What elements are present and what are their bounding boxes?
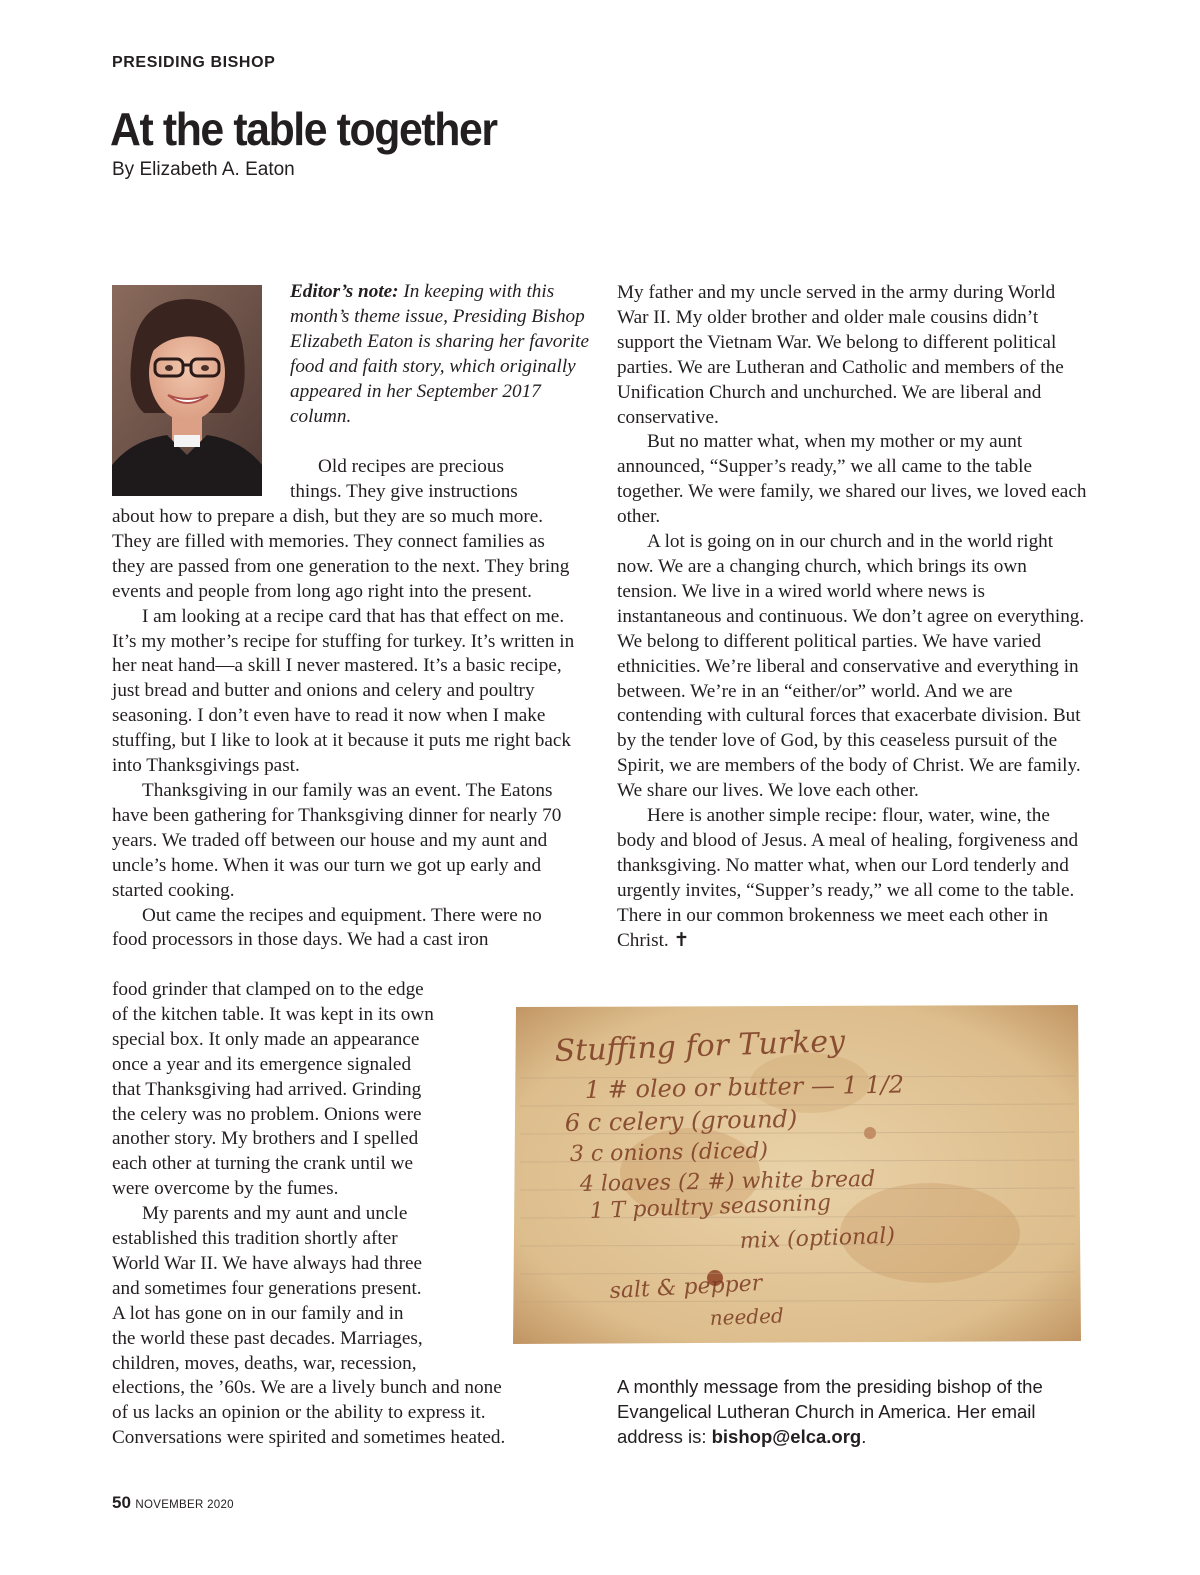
body-line: My parents and my aunt and uncle xyxy=(142,1203,408,1225)
body-paragraph: Thanksgiving in our family was an event. The Eatons have been gathering for Thanksgiving dinner for nearly 70 years. We traded off between our house and my aunt and uncle’s home. When it was our turn we got up early and started cooking. xyxy=(112,779,562,901)
recipe-handwritten-line: 1 T poultry seasoning xyxy=(589,1190,832,1224)
recipe-handwritten-line: salt & pepper xyxy=(609,1271,763,1304)
body-line: things. They give instructions xyxy=(290,480,518,502)
body-line: elections, the ’60s. We are a lively bunch and none xyxy=(112,1377,502,1398)
body-line: the celery was no problem. Onions were xyxy=(112,1103,422,1125)
body-paragraph: Out came the recipes and equipment. There were no food processors in those days. We had a cast iron xyxy=(112,904,542,951)
body-line: established this tradition shortly after xyxy=(112,1228,398,1250)
recipe-handwritten-line: needed xyxy=(709,1303,785,1330)
body-paragraph: My father and my uncle served in the army during World War II. My older brother and older male cousins didn’t support the Vietnam War. We belong to different political parties. We are Lutheran and Catholic and members of the Unification Church and unchurched. We are liberal and conservative. xyxy=(617,282,1064,428)
editor-note xyxy=(290,280,590,429)
body-line: that Thanksgiving had arrived. Grinding xyxy=(112,1078,422,1100)
body-paragraph: about how to prepare a dish, but they are so much more. They are filled with memories. They connect families as they are passed from one generation to the next. They bring events and people from long ago right into the present. xyxy=(112,506,570,602)
body-line: the world these past decades. Marriages, xyxy=(112,1327,423,1349)
body-paragraph: But no matter what, when my mother or my aunt announced, “Supper’s ready,” we all came to the table together. We were family, we shared our lives, we loved each other. xyxy=(617,431,1087,528)
body-line: of us lacks an opinion or the ability to express it. xyxy=(112,1401,486,1423)
body-paragraph: Here is another simple recipe: flour, water, wine, the body and blood of Jesus. A meal of healing, forgiveness and thanksgiving. No matter what, when our Lord tenderly and urgently invites, “Supper’s ready,” we all come to the table. There in our common brokenness we meet each other in Christ. ✝ xyxy=(617,805,1079,951)
bishop-caption xyxy=(617,1374,1097,1449)
editor-note-text: In keeping with this month’s theme issue, Presiding Bishop Elizabeth Eaton is sharing her favorite food and faith story, which originally appeared in her September 2017 column. xyxy=(290,281,589,427)
body-paragraph: I am looking at a recipe card that has that effect on me. It’s my mother’s recipe for stuffing for turkey. It’s written in her neat hand—a skill I never mastered. It’s a basic recipe, just bread and butter and onions and celery and poultry seasoning. I don’t even have to read it now when I make stuffing, but I like to look at it because it puts me right back into Thanksgivings past. xyxy=(112,605,575,777)
caption-end: . xyxy=(861,1426,867,1447)
body-line: Old recipes are precious xyxy=(318,456,504,477)
issue-date: NOVEMBER 2020 xyxy=(135,1499,234,1511)
caption-text: A monthly message from the presiding bishop of the Evangelical Lutheran Church in America. Her email address is: xyxy=(617,1376,1043,1447)
body-line: another story. My brothers and I spelled xyxy=(112,1128,419,1150)
recipe-handwritten-line: mix (optional) xyxy=(739,1223,896,1254)
recipe-handwritten-line: 4 loaves (2 #) white bread xyxy=(579,1166,876,1197)
left-column-body xyxy=(112,505,580,953)
body-line: each other at turning the crank until we xyxy=(112,1153,414,1175)
section-label: PRESIDING BISHOP xyxy=(112,54,276,71)
body-line: food grinder that clamped on to the edge xyxy=(112,979,424,1000)
body-line: were overcome by the fumes. xyxy=(112,1178,339,1200)
body-line: A lot has gone on in our family and in xyxy=(112,1302,404,1324)
body-line: once a year and its emergence signaled xyxy=(112,1053,412,1075)
recipe-handwritten-line: Stuffing for Turkey xyxy=(554,1023,846,1069)
editor-note-label: Editor’s note: xyxy=(290,281,399,302)
left-column-narrow xyxy=(112,978,434,1377)
body-line: World War II. We have always had three xyxy=(112,1252,423,1274)
recipe-card-image xyxy=(510,1003,1082,1346)
recipe-handwritten-line: 3 c onions (diced) xyxy=(569,1138,769,1167)
body-paragraph: A lot is going on in our church and in the world right now. We are a changing church, which brings its own tension. We live in a wired world where news is instantaneous and continuous. We don’t agree on everything. We belong to different political parties. We have varied ethnicities. We’re liberal and conservative and everything in between. We’re in an “either/or” world. And we are contending with cultural forces that exacerbate division. But by the tender love of God, by this ceaseless pursuit of the Spirit, we are members of the body of Christ. We are family. We share our lives. We love each other. xyxy=(617,531,1085,802)
article-opening xyxy=(290,455,518,505)
recipe-handwritten-line: 6 c celery (ground) xyxy=(564,1104,798,1137)
left-column-end xyxy=(112,1376,505,1451)
body-line: and sometimes four generations present. xyxy=(112,1277,422,1299)
page-footer xyxy=(112,1493,234,1513)
article-title: At the table together xyxy=(110,103,497,155)
author-portrait xyxy=(112,285,262,496)
body-line: children, moves, deaths, war, recession, xyxy=(112,1352,417,1374)
byline: By Elizabeth A. Eaton xyxy=(112,159,295,180)
page-number: 50 xyxy=(112,1493,131,1512)
recipe-handwritten-line: 1 # oleo or butter — 1 1/2 xyxy=(584,1070,905,1104)
body-line: of the kitchen table. It was kept in its own xyxy=(112,1003,434,1025)
body-line: special box. It only made an appearance xyxy=(112,1028,420,1050)
right-column-body xyxy=(617,281,1089,953)
body-line: Conversations were spirited and sometimes heated. xyxy=(112,1426,506,1448)
email-link[interactable]: bishop@elca.org xyxy=(711,1426,862,1447)
